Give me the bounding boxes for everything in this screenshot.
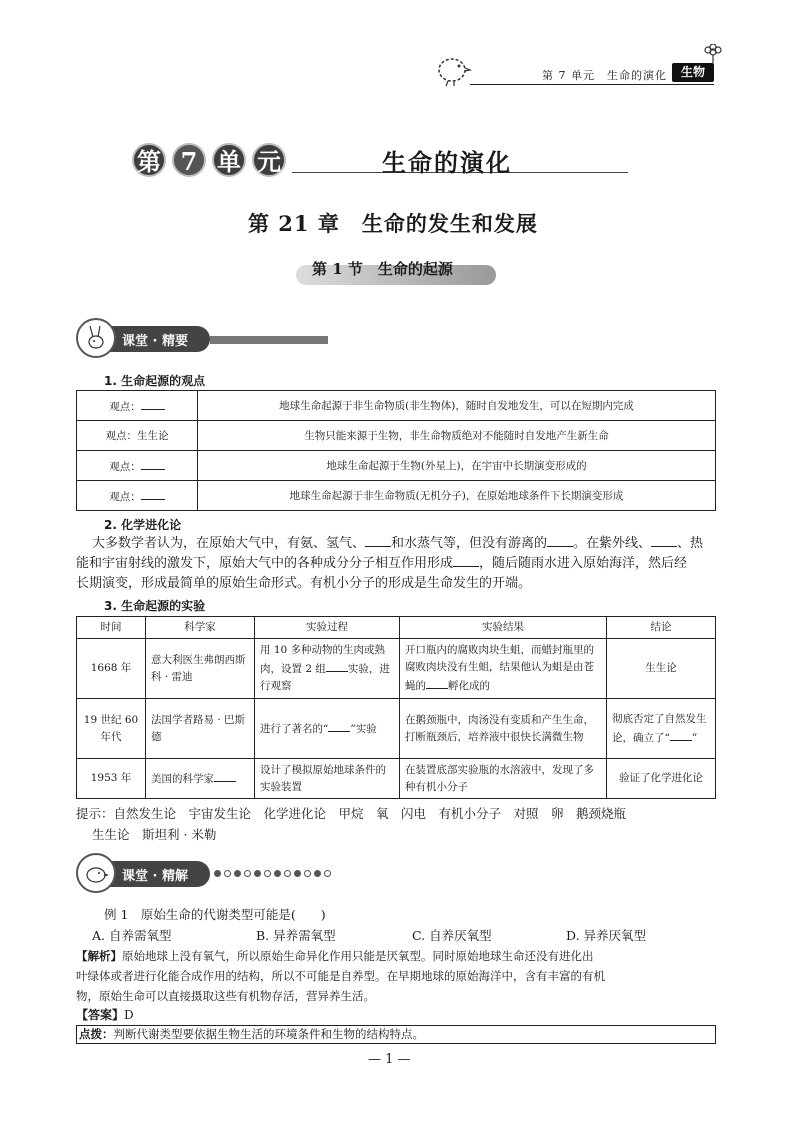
table-cell — [400, 639, 607, 699]
analysis-line — [76, 946, 716, 966]
tip-label: 点拨： — [79, 1027, 114, 1041]
dot — [244, 870, 251, 877]
banner-explain-label: 课堂 · 精解 — [122, 869, 188, 884]
experiments-table — [76, 616, 716, 799]
text: ” — [691, 731, 698, 744]
text: ，随后随雨水进入原始海洋，然后经 — [479, 556, 688, 571]
para-line — [76, 554, 722, 574]
example-question: 例 1 原始生命的代谢类型可能是( ) — [104, 907, 326, 922]
dot — [274, 870, 281, 877]
fill-blank[interactable] — [141, 457, 165, 470]
table-row — [77, 481, 716, 511]
section-title: 第 1 节 生命的起源 — [312, 260, 453, 278]
fill-blank[interactable] — [365, 534, 391, 547]
unit-title: 生命的演化 — [382, 148, 512, 177]
header-cell: 实验结果 — [400, 617, 607, 639]
fill-blank[interactable] — [547, 534, 573, 547]
fill-blank[interactable] — [141, 397, 165, 410]
hint-line-1: 提示：自然发生论 宇宙发生论 化学进化论 甲烷 氧 闪电 有机小分子 对照 卵 鹅颈烧瓶 — [76, 806, 627, 821]
text: 孵化成的 — [448, 680, 490, 692]
header-cell: 科学家 — [146, 617, 255, 639]
banner-bar — [210, 336, 328, 344]
bird-icon — [432, 52, 472, 91]
table-cell — [146, 759, 255, 799]
dot — [264, 870, 271, 877]
table-cell: 在装置底部实验瓶的水溶液中，发现了多种有机小分子 — [400, 759, 607, 799]
unit-char-4: 元 — [252, 143, 286, 177]
row-label: 观点： — [109, 491, 141, 503]
rabbit-icon — [76, 318, 116, 358]
table-cell: 设计了模拟原始地球条件的实验装置 — [255, 759, 400, 799]
analysis-label: 【解析】 — [76, 949, 122, 963]
table-cell: 地球生命起源于生物(外星上)，在宇宙中长期演变形成的 — [198, 451, 716, 481]
table-row — [77, 639, 716, 699]
unit-char-3: 单 — [212, 143, 246, 177]
text: 实验，进行观察 — [260, 663, 390, 692]
option-a: A. 自养需氧型 — [92, 928, 172, 943]
text: ”实验 — [350, 723, 377, 735]
text: 、热 — [677, 536, 704, 551]
table-row — [77, 391, 716, 421]
unit-char-1: 第 — [132, 143, 166, 177]
table-row — [77, 759, 716, 799]
table-cell — [77, 451, 198, 481]
table-header-row — [77, 617, 716, 639]
dot — [314, 870, 321, 877]
table-row — [77, 421, 716, 451]
table-cell: 验证了化学进化论 — [607, 759, 716, 799]
chapter-title: 第 21 章 生命的发生和发展 — [248, 211, 538, 236]
table-cell: 观点：生生论 — [77, 421, 198, 451]
answer-value: D — [124, 1008, 134, 1022]
header-cell: 结论 — [607, 617, 716, 639]
fill-blank[interactable] — [426, 676, 448, 689]
option-c: C. 自养厌氧型 — [412, 928, 492, 943]
table-cell: 地球生命起源于非生命物质(无机分子)，在原始地球条件下长期演变形成 — [198, 481, 716, 511]
analysis-line: 物，原始生命可以直接摄取这些有机物存活，营异养生活。 — [76, 989, 375, 1003]
table-cell: 地球生命起源于非生命物质(非生物体)，随时自发地发生，可以在短期内完成 — [198, 391, 716, 421]
analysis-line: 叶绿体或者进行化能合成作用的结构，所以不可能是自养型。在早期地球的原始海洋中，含有丰富的有机 — [76, 969, 605, 983]
text: 彻底否定了自然发生论，确立了“ — [612, 712, 707, 744]
option-b: B. 异养需氧型 — [256, 928, 336, 943]
fill-blank[interactable] — [670, 728, 692, 741]
dot — [254, 870, 261, 877]
part2-paragraph — [76, 534, 722, 594]
table-cell: 1668 年 — [77, 639, 146, 699]
fill-blank[interactable] — [651, 534, 677, 547]
dot — [304, 870, 311, 877]
flower-icon — [702, 44, 724, 67]
header-cell: 实验过程 — [255, 617, 400, 639]
page-number: — 1 — — [368, 1052, 411, 1067]
text: 大多数学者认为，在原始大气中，有氨、氢气、 — [92, 536, 366, 551]
subject-badge: 生物 — [672, 63, 714, 82]
fill-blank[interactable] — [453, 554, 479, 567]
para-line — [92, 534, 722, 554]
table-row — [77, 699, 716, 759]
tip-text: 判断代谢类型要依据生物生活的环境条件和生物的结构特点。 — [113, 1027, 424, 1041]
dot — [324, 870, 331, 877]
dot — [284, 870, 291, 877]
table-cell: 19 世纪 60 年代 — [77, 699, 146, 759]
fill-blank[interactable] — [326, 659, 348, 672]
text: 。在紫外线、 — [573, 536, 652, 551]
table-cell: 意大利医生弗朗西斯科 · 雷迪 — [146, 639, 255, 699]
table-row — [77, 451, 716, 481]
answer-label: 【答案】 — [76, 1008, 125, 1022]
row-label: 观点： — [109, 461, 141, 473]
row-label: 观点： — [109, 401, 141, 413]
dot — [234, 870, 241, 877]
viewpoints-table — [76, 390, 716, 511]
dot — [214, 870, 221, 877]
text: 和水蒸气等，但没有游离的 — [391, 536, 548, 551]
text: 进行了著名的“ — [260, 723, 329, 735]
text: 原始地球上没有氧气，所以原始生命异化作用只能是厌氧型。同时原始地球生命还没有进化出 — [122, 949, 594, 963]
fill-blank[interactable] — [328, 719, 350, 732]
unit-char-2: 7 — [172, 143, 206, 177]
part2-heading: 2. 化学进化论 — [104, 518, 182, 532]
fill-blank[interactable] — [214, 769, 236, 782]
chick-icon — [76, 853, 116, 893]
text: 能和宇宙射线的激发下，原始大气中的各种成分分子相互作用形成 — [76, 556, 454, 571]
part3-heading: 3. 生命起源的实验 — [104, 599, 206, 613]
table-cell — [607, 699, 716, 759]
table-cell — [255, 699, 400, 759]
table-cell: 法国学者路易 · 巴斯德 — [146, 699, 255, 759]
table-cell: 在鹅颈瓶中，肉汤没有变质和产生生命，打断瓶颈后，培养液中很快长满微生物 — [400, 699, 607, 759]
answer-line — [76, 1006, 134, 1023]
dot — [224, 870, 231, 877]
analysis-block — [76, 946, 716, 1006]
header-cell: 时间 — [77, 617, 146, 639]
table-cell: 1953 年 — [77, 759, 146, 799]
fill-blank[interactable] — [141, 487, 165, 500]
table-cell: 生物只能来源于生物，非生命物质绝对不能随时自发地产生新生命 — [198, 421, 716, 451]
banner-summary-label: 课堂 · 精要 — [122, 334, 188, 349]
para-line: 长期演变，形成最简单的原始生命形式。有机小分子的形成是生命发生的开端。 — [76, 576, 532, 591]
option-d: D. 异养厌氧型 — [566, 928, 647, 943]
header-text: 第 7 单元 生命的演化 — [542, 69, 667, 82]
table-cell: 生生论 — [607, 639, 716, 699]
text: 美国的科学家 — [151, 773, 214, 785]
dot — [294, 870, 301, 877]
table-cell — [255, 639, 400, 699]
hint-line-2: 生生论 斯坦利 · 米勒 — [92, 827, 217, 842]
table-cell — [77, 391, 198, 421]
text: 开口瓶内的腐败肉块生蛆，而蜡封瓶里的腐败肉块没有生蛆，结果他认为蛆是由苍蝇的 — [405, 644, 594, 692]
table-cell — [77, 481, 198, 511]
tip-box — [76, 1025, 716, 1044]
text: 用 10 多种动物的生肉或熟肉，设置 2 组 — [260, 644, 386, 675]
part1-heading: 1. 生命起源的观点 — [104, 374, 206, 388]
header-rule — [470, 84, 714, 85]
